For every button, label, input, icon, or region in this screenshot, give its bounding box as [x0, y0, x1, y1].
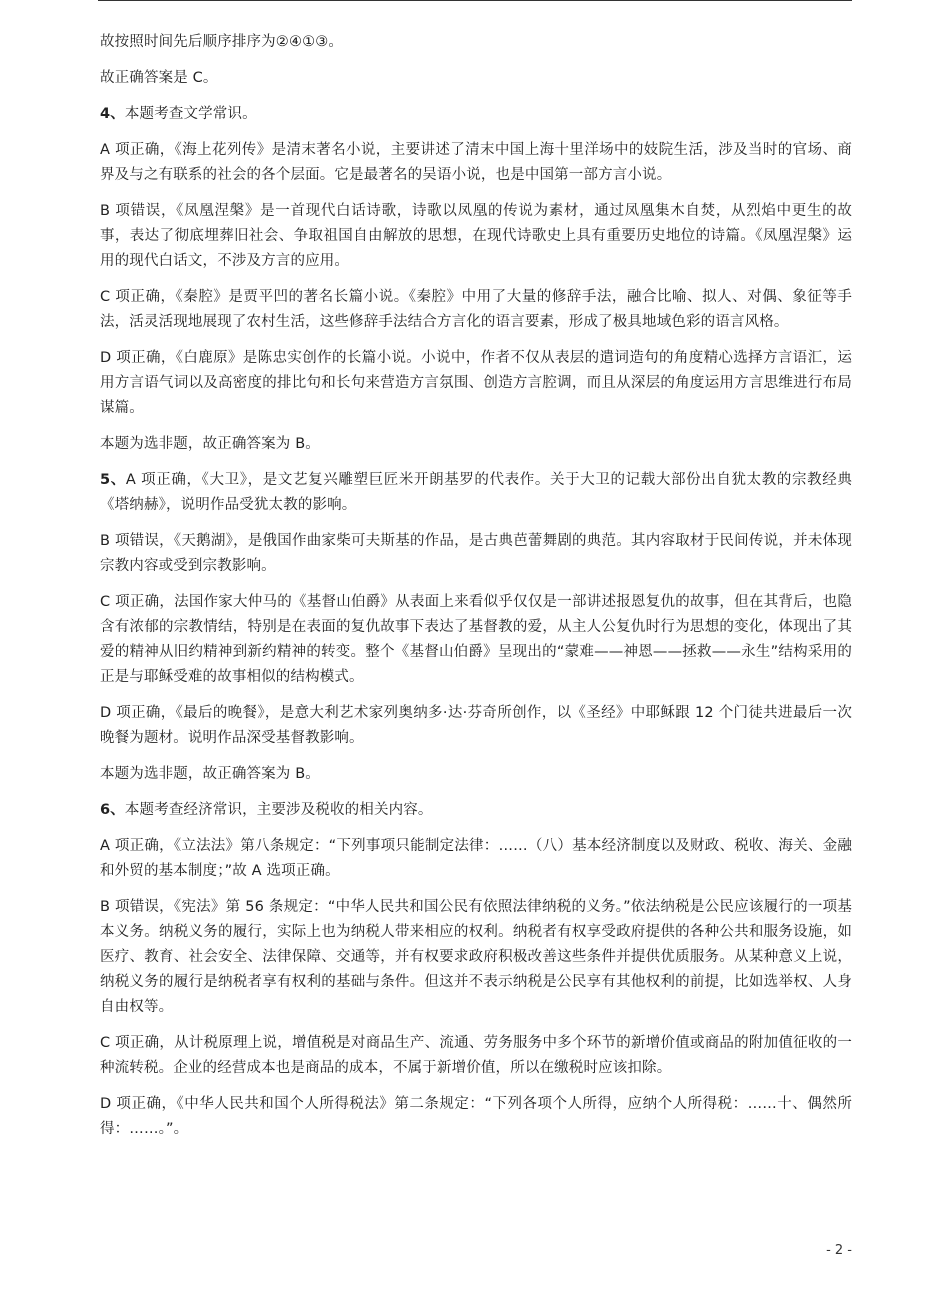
paragraph-text: A 项正确，《海上花列传》是清末著名小说，主要讲述了清末中国上海十里洋场中的妓院生活，涉及当时的官场、商界及与之有联系的社会的各个层面。它是最著名的吴语小说，也是中国第一部方言小说。: [100, 142, 852, 183]
paragraph-text: 本题考查文学常识。: [124, 106, 257, 122]
page-number: - 2 -: [826, 1243, 852, 1258]
document-body: [100, 30, 852, 1153]
paragraph: [100, 1092, 852, 1142]
paragraph: [100, 285, 852, 335]
paragraph: [100, 798, 852, 823]
paragraph-text: 本题考查经济常识，主要涉及税收的相关内容。: [124, 802, 433, 818]
paragraph-text: D 项正确，《中华人民共和国个人所得税法》第二条规定：“下列各项个人所得，应纳个人所得税：……十、偶然所得：……。”。: [100, 1096, 852, 1137]
paragraph: [100, 590, 852, 690]
paragraph: [100, 1031, 852, 1081]
paragraph-text: A 项正确，《立法法》第八条规定：“下列事项只能制定法律：……（八）基本经济制度以及财政、税收、海关、金融和外贸的基本制度；”故 A 选项正确。: [100, 838, 852, 879]
header-rule: [98, 0, 852, 1]
paragraph: [100, 346, 852, 421]
paragraph-text: A 项正确，《大卫》，是文艺复兴雕塑巨匠米开朗基罗的代表作。关于大卫的记载大部份出自犹太教的宗教经典《塔纳赫》，说明作品受犹太教的影响。: [100, 472, 853, 513]
question-number: 6、: [100, 802, 125, 818]
paragraph-text: C 项正确，《秦腔》是贾平凹的著名长篇小说。《秦腔》中用了大量的修辞手法，融合比喻、拟人、对偶、象征等手法，活灵活现地展现了农村生活，这些修辞手法结合方言化的语言要素，形成了极具地域色彩的语言风格。: [100, 289, 852, 330]
paragraph: [100, 30, 852, 55]
paragraph-text: 故正确答案是 C。: [100, 70, 218, 86]
paragraph-text: B 项错误，《天鹅湖》，是俄国作曲家柴可夫斯基的作品，是古典芭蕾舞剧的典范。其内容取材于民间传说，并未体现宗教内容或受到宗教影响。: [100, 533, 852, 574]
question-number: 5、: [100, 472, 126, 488]
paragraph: [100, 102, 852, 127]
paragraph: [100, 66, 852, 91]
paragraph: [100, 529, 852, 579]
paragraph: [100, 701, 852, 751]
paragraph: [100, 432, 852, 457]
paragraph-text: 故按照时间先后顺序排序为②④①③。: [100, 34, 344, 50]
paragraph: [100, 762, 852, 787]
paragraph-text: B 项错误，《宪法》第 56 条规定：“中华人民共和国公民有依照法律纳税的义务。”依法纳税是公民应该履行的一项基本义务。纳税义务的履行，实际上也为纳税人带来相应的权利。纳税者有权享受政府提供的各种公共和服务设施，如医疗、教育、社会安全、法律保障、交通等，并有权要求政府积极改善这些条件并提供优质服务。从某种意义上说，纳税义务的履行是纳税者享有权利的基础与条件。但这并不表示纳税是公民享有其他权利的前提，比如选举权、人身自由权等。: [100, 899, 852, 1015]
paragraph: [100, 834, 852, 884]
paragraph: [100, 895, 852, 1020]
paragraph: [100, 138, 852, 188]
paragraph-text: B 项错误，《凤凰涅槃》是一首现代白话诗歌，诗歌以凤凰的传说为素材，通过凤凰集木自焚，从烈焰中更生的故事，表达了彻底埋葬旧社会、争取祖国自由解放的思想，在现代诗歌史上具有重要历史地位的诗篇。《凤凰涅槃》运用的现代白话文，不涉及方言的应用。: [100, 203, 852, 269]
paragraph-text: D 项正确，《最后的晚餐》，是意大利艺术家列奥纳多·达·芬奇所创作，以《圣经》中耶稣跟 12 个门徒共进最后一次晚餐为题材。说明作品深受基督教影响。: [100, 705, 852, 746]
paragraph-text: 本题为选非题，故正确答案为 B。: [100, 766, 320, 782]
question-number: 4、: [100, 106, 125, 122]
paragraph: [100, 199, 852, 274]
paragraph-text: 本题为选非题，故正确答案为 B。: [100, 436, 320, 452]
paragraph-text: C 项正确，法国作家大仲马的《基督山伯爵》从表面上来看似乎仅仅是一部讲述报恩复仇的故事，但在其背后，也隐含有浓郁的宗教情结，特别是在表面的复仇故事下表达了基督教的爱，从主人公复仇时行为思想的变化，体现出了其爱的精神从旧约精神到新约精神的转变。整个《基督山伯爵》呈现出的“蒙难——神恩——拯救——永生”结构采用的正是与耶稣受难的故事相似的结构模式。: [100, 594, 852, 685]
paragraph-text: C 项正确，从计税原理上说，增值税是对商品生产、流通、劳务服务中多个环节的新增价值或商品的附加值征收的一种流转税。企业的经营成本也是商品的成本，不属于新增价值，所以在缴税时应该扣除。: [100, 1035, 852, 1076]
paragraph-text: D 项正确，《白鹿原》是陈忠实创作的长篇小说。小说中，作者不仅从表层的遣词造句的角度精心选择方言语汇，运用方言语气词以及高密度的排比句和长句来营造方言氛围、创造方言腔调，而且从深层的角度运用方言思维进行布局谋篇。: [100, 350, 852, 416]
paragraph: [100, 468, 852, 518]
